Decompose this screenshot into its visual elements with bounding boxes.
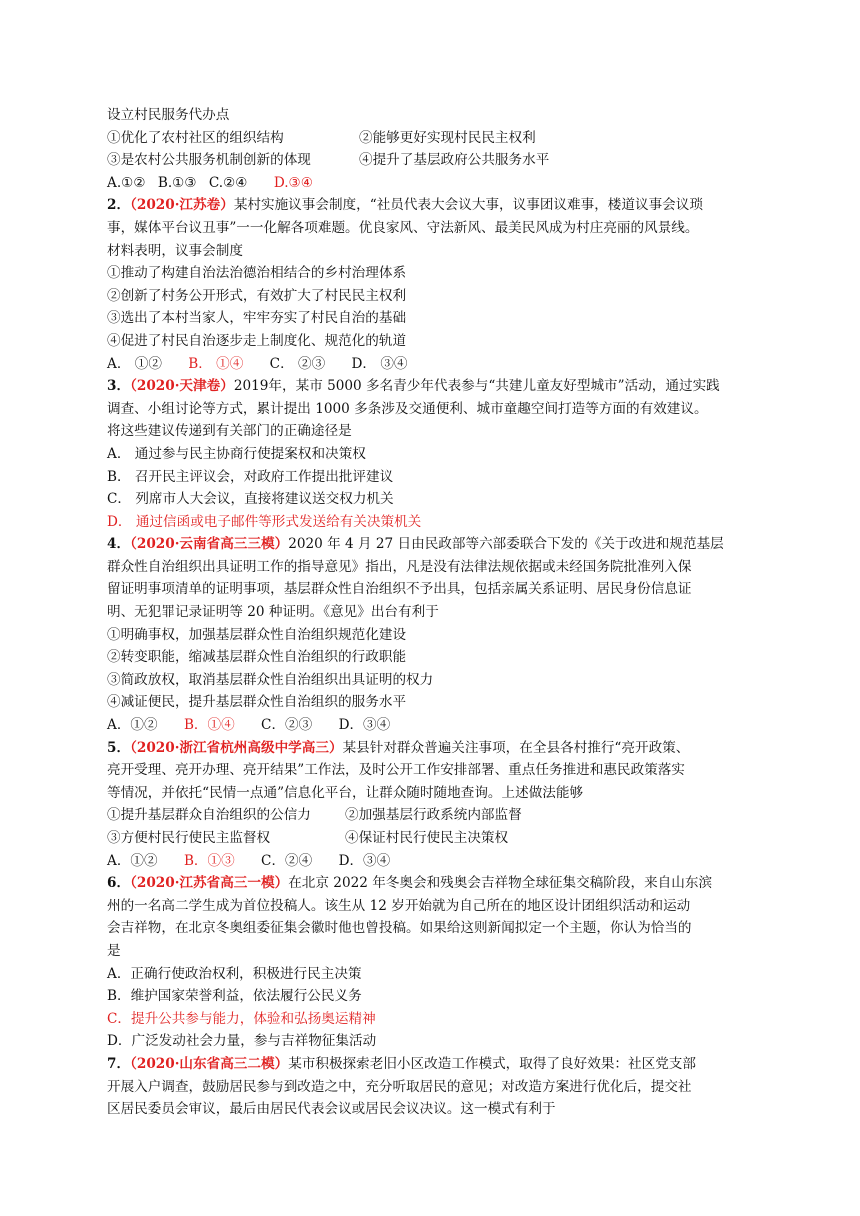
q5-option-4: ④保证村民行使民主决策权 (345, 830, 509, 846)
q7-stem-1: 某市积极探索老旧小区改造工作模式，取得了良好效果：社区党支部 (288, 1055, 696, 1072)
q6-stem (107, 872, 757, 895)
q4-option-2: ②转变职能，缩减基层群众性自治组织的行政职能 (107, 649, 407, 666)
q1-answer-d-correct: D.③④ (273, 174, 313, 191)
q3-stem-2: 调查、小组讨论等方式，累计提出 1000 多条涉及交通便利、城市童趣空间打造等方面的有效建议。 (107, 400, 708, 417)
q2-option-1: ①推动了构建自治法治德治相结合的乡村治理体系 (107, 265, 407, 282)
q3-answer-c: C． 列席市人大会议，直接将建议送交权力机关 (107, 491, 394, 508)
q1-answer-b: B.①③ (157, 174, 197, 191)
q1-option-row (107, 127, 757, 150)
q4-answer-b-correct: B．①④ (183, 717, 235, 734)
q4-option-1: ①明确事权，加强基层群众性自治组织规范化建设 (107, 626, 407, 643)
q5-answer-a: A．①② (107, 852, 158, 869)
q2-answers (107, 353, 757, 376)
q4-number: 4． (107, 536, 131, 553)
q4-option-3: ③简政放权，取消基层群众性自治组织出具证明的权力 (107, 671, 434, 688)
q2-option-3: ③选出了本村当家人，牢牢夯实了村民自治的基础 (107, 310, 407, 327)
q2-option-2: ②创新了村务公开形式，有效扩大了村民民主权利 (107, 287, 407, 304)
q2-number: 2． (107, 197, 131, 214)
q3-stem (107, 375, 757, 398)
q6-stem-1: 在北京 2022 年冬奥会和残奥会吉祥物全球征集交稿阶段，来自山东滨 (288, 875, 713, 892)
q4-source: （2020·云南省高三三模） (130, 536, 289, 553)
q2-source: （2020·江苏卷） (130, 197, 234, 214)
q1-option-3: ③是农村公共服务机制创新的体现 (107, 152, 311, 169)
q7-stem (107, 1053, 757, 1076)
q5-option-1: ①提升基层群众自治组织的公信力 (107, 807, 311, 824)
q6-source: （2020·江苏省高三一模） (130, 875, 289, 892)
q1-option-4: ④提升了基层政府公共服务水平 (359, 152, 550, 169)
q6-stem-3: 会吉祥物，在北京冬奥组委征集会徽时他也曾投稿。如果给这则新闻拟定一个主题，你认为恰当的 (107, 920, 692, 937)
q6-answer-c-correct: C．提升公共参与能力，体验和弘扬奥运精神 (107, 1010, 376, 1027)
q3-stem-3: 将这些建议传递到有关部门的正确途径是 (107, 423, 352, 440)
q2-stem (107, 194, 757, 217)
q1-answers (107, 172, 757, 195)
q7-stem-3: 区居民委员会审议，最后由居民代表会议或居民会议决议。这一模式有利于 (107, 1101, 556, 1118)
q5-answer-c: C．②④ (261, 852, 313, 869)
q1-option-2: ②能够更好实现村民民主权利 (359, 129, 536, 146)
document-page (107, 104, 757, 1121)
q6-stem-4: 是 (107, 942, 121, 959)
q4-answer-d: D．③④ (338, 717, 391, 734)
q2-answer-b-correct: B． ①④ (188, 355, 244, 372)
q1-option-row (107, 149, 757, 172)
q5-answers (107, 850, 757, 873)
q3-answer-b: B． 召开民主评议会，对政府工作提出批评建议 (107, 468, 394, 485)
q1-option-1: ①优化了农村社区的组织结构 (107, 129, 284, 146)
q5-number: 5． (107, 739, 131, 756)
q2-option-4: ④促进了村民自治逐步走上制度化、规范化的轨道 (107, 332, 407, 349)
q4-stem-3: 留证明事项清单的证明事项，基层群众性自治组织不予出具，包括亲属关系证明、居民身份信息证 (107, 581, 692, 598)
q7-source: （2020·山东省高三二模） (130, 1055, 289, 1072)
q2-answer-d: D． ③④ (351, 355, 408, 372)
q5-stem-1: 某县针对群众普遍关注事项，在全县各村推行“亮开政策、 (342, 739, 690, 756)
q1-answer-a: A.①② (107, 174, 146, 191)
q4-stem-4: 明、无犯罪记录证明等 20 种证明。《意见》出台有利于 (107, 604, 439, 621)
q7-number: 7． (107, 1055, 131, 1072)
q6-number: 6． (107, 875, 131, 892)
q5-answer-d: D．③④ (338, 852, 391, 869)
q7-stem-2: 开展入户调查，鼓励居民参与到改造之中，充分听取居民的意见；对改造方案进行优化后，提交社 (107, 1078, 692, 1095)
q6-stem-2: 州的一名高二学生成为首位投稿人。该生从 12 岁开始就为自己所在的地区设计团组织活动和运动 (107, 897, 691, 914)
q2-answer-c: C． ②③ (269, 355, 326, 372)
q3-stem-1: 2019年，某市 5000 多名青少年代表参与“共建儿童友好型城市”活动，通过实践 (233, 378, 720, 395)
q5-stem-3: 等情况，并依托“民情一点通”信息化平台，让群众随时随地查询。上述做法能够 (107, 784, 584, 801)
q3-number: 3． (107, 378, 131, 395)
q4-answers (107, 714, 757, 737)
q2-stem-1: 某村实施议事会制度，“社员代表大会议大事，议事团议难事，楼道议事会议琐 (233, 197, 703, 214)
q1-answer-c: C.②④ (208, 174, 248, 191)
q5-answer-b-correct: B．①③ (183, 852, 235, 869)
q4-stem-1: 2020 年 4 月 27 日由民政部等六部委联合下发的《关于改进和规范基层 (288, 536, 724, 553)
q5-option-3: ③方便村民行使民主监督权 (107, 830, 271, 846)
q3-answer-d-correct: D． 通过信函或电子邮件等形式发送给有关决策机关 (107, 513, 422, 530)
q1-stem-tail: 设立村民服务代办点 (107, 107, 230, 123)
q6-answer-d: D．广泛发动社会力量，参与吉祥物征集活动 (107, 1033, 377, 1050)
q5-option-row (107, 804, 757, 827)
q4-option-4: ④减证便民，提升基层群众性自治组织的服务水平 (107, 694, 407, 711)
q4-stem-2: 群众性自治组织出具证明工作的指导意见》指出，凡是没有法律法规依据或未经国务院批准列入保 (107, 558, 692, 575)
q5-option-2: ②加强基层行政系统内部监督 (345, 807, 522, 824)
q5-stem (107, 737, 757, 760)
q4-answer-c: C．②③ (261, 717, 313, 734)
q5-option-row (107, 827, 757, 850)
q5-stem-2: 亮开受理、亮开办理、亮开结果”工作法，及时公开工作安排部署、重点任务推进和惠民政策落实 (107, 762, 685, 779)
q4-stem (107, 533, 757, 556)
q6-answer-a: A．正确行使政治权利，积极进行民主决策 (107, 965, 362, 982)
q6-answer-b: B．维护国家荣誉利益，依法履行公民义务 (107, 988, 362, 1005)
q5-source: （2020·浙江省杭州高级中学高三） (130, 739, 343, 756)
q3-source: （2020·天津卷） (130, 378, 234, 395)
q3-answer-a: A． 通过参与民主协商行使提案权和决策权 (107, 445, 366, 462)
q4-answer-a: A．①② (107, 717, 158, 734)
q2-stem-3: 材料表明，议事会制度 (107, 242, 243, 259)
q2-answer-a: A． ①② (107, 355, 162, 372)
q2-stem-2: 事，媒体平台议丑事”一一化解各项难题。优良家风、守法新风、最美民风成为村庄亮丽的风景线。 (107, 219, 699, 236)
